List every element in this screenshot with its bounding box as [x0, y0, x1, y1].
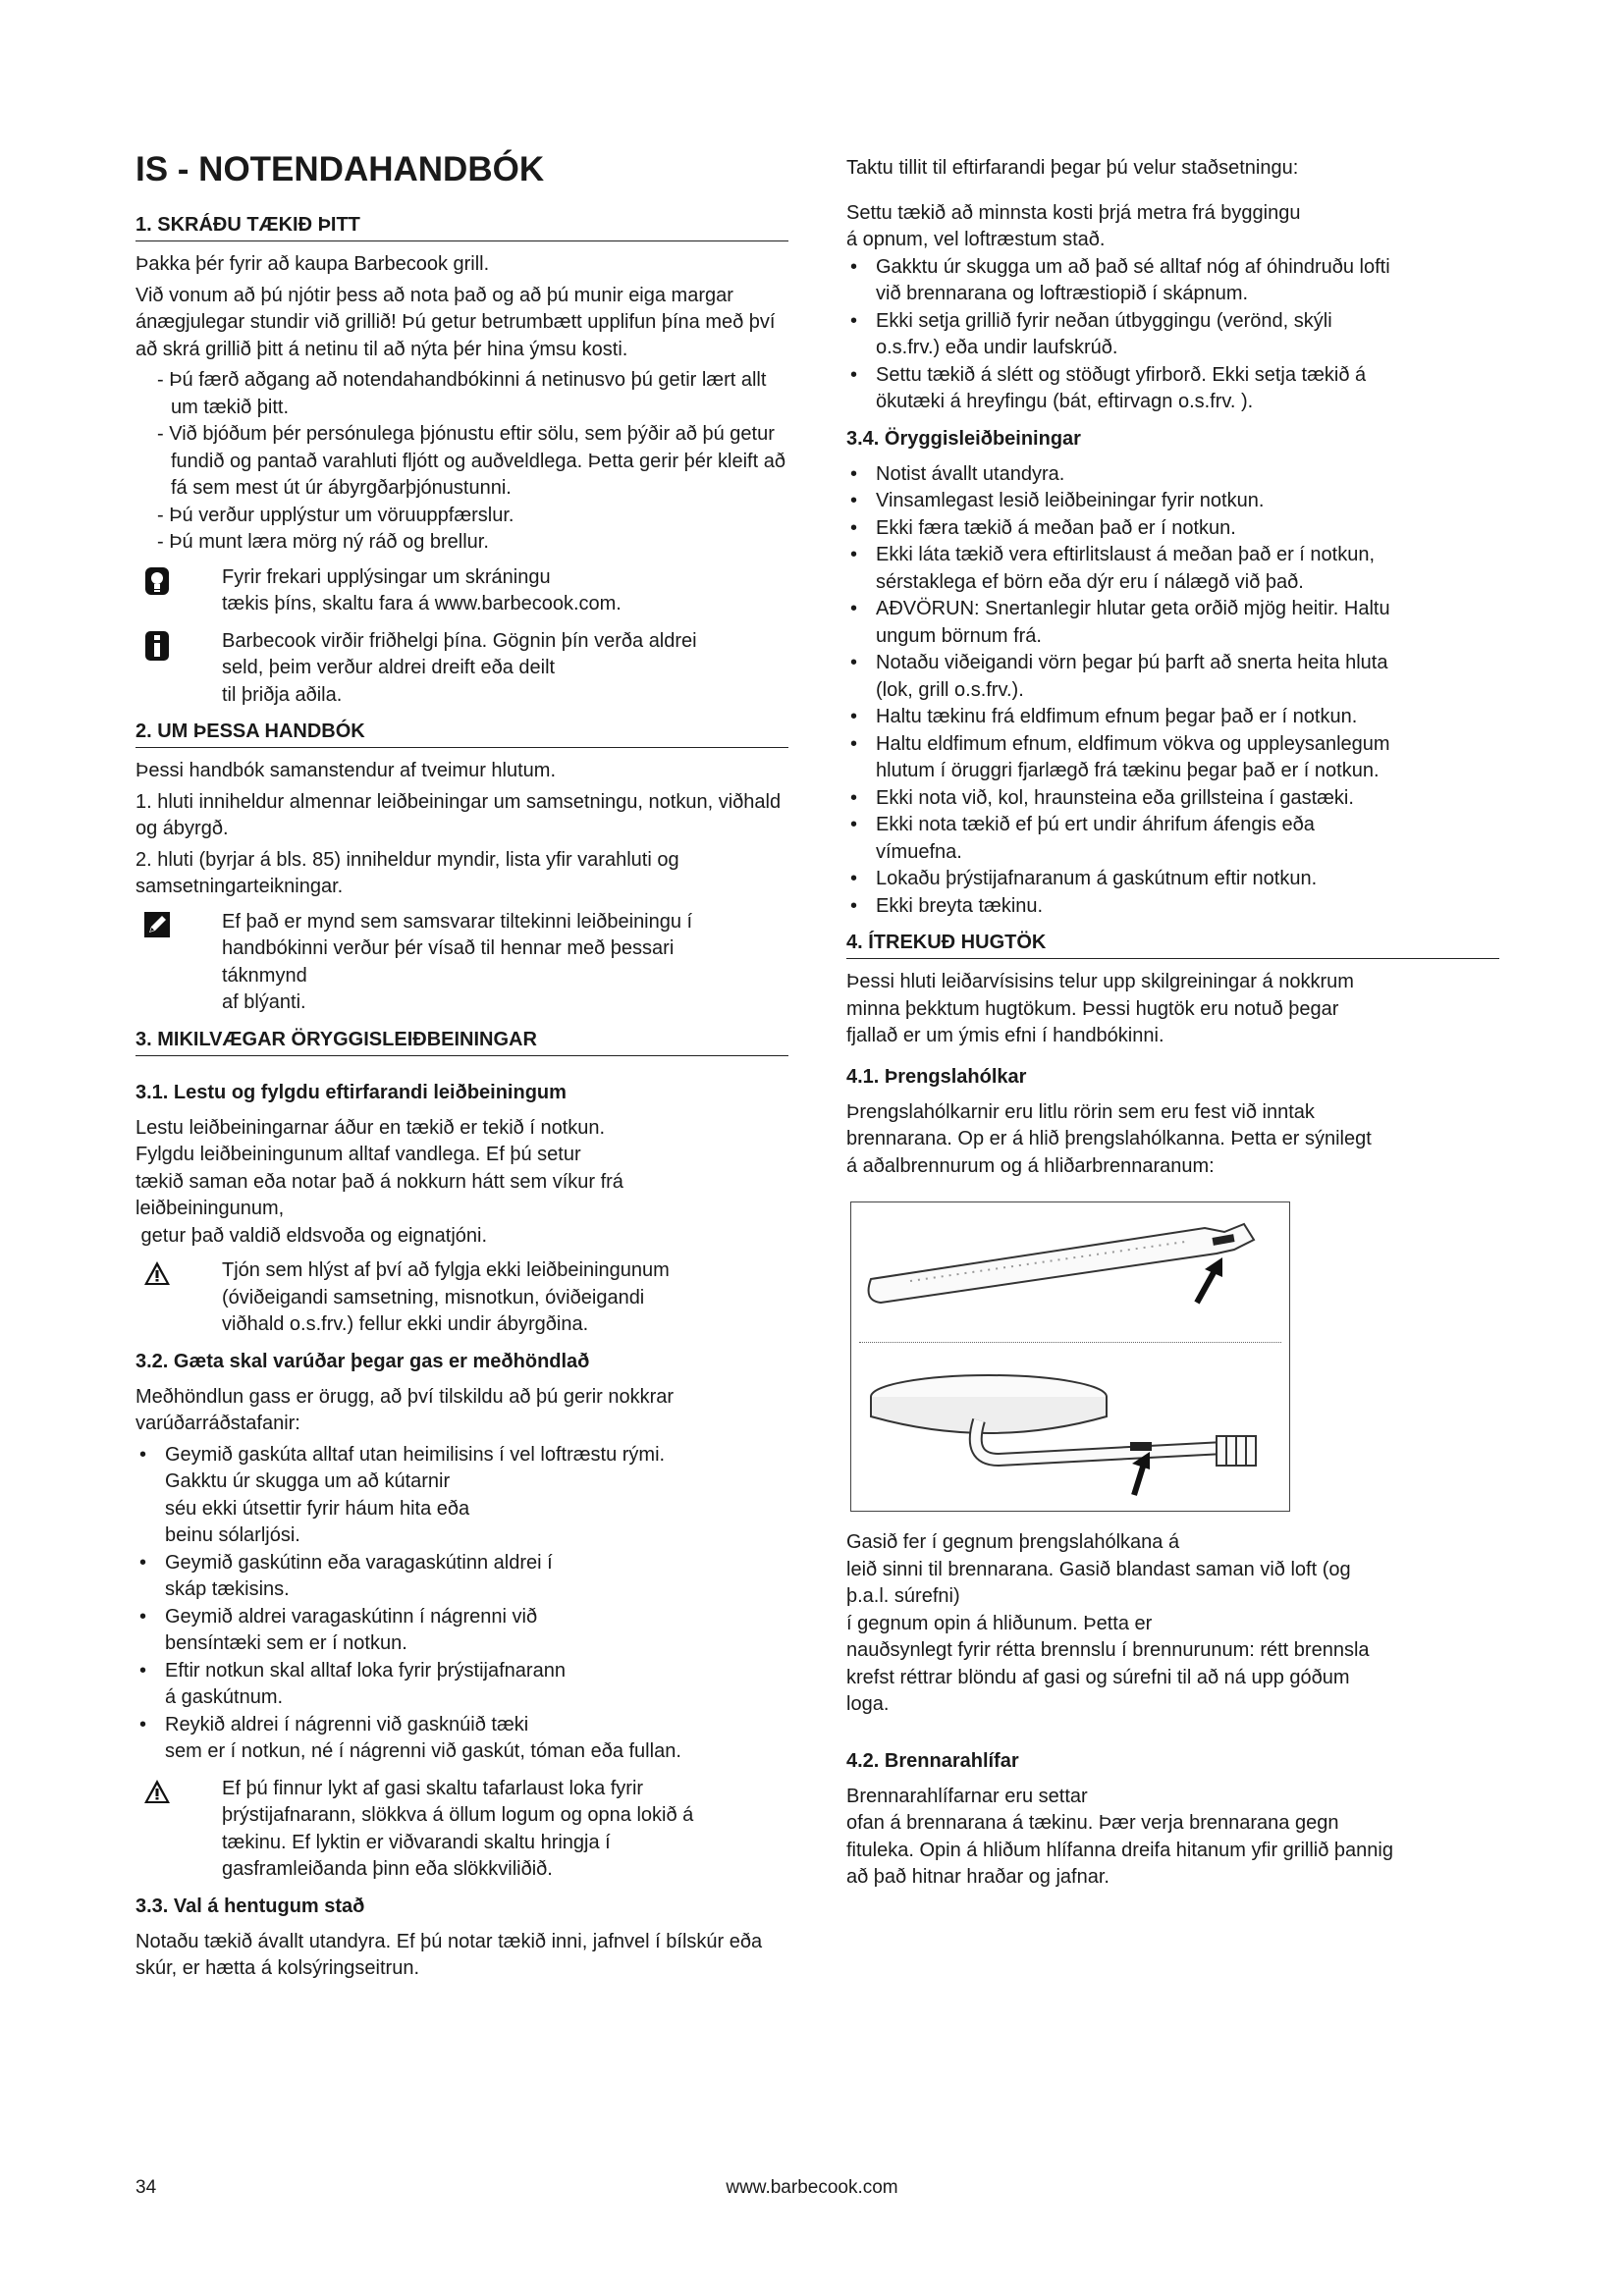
s31-line: tækið saman eða notar það á nokkurn hátt sem víkur frá [135, 1170, 623, 1193]
list-item: • Eftir notkun skal alltaf loka fyrir þrýstijafnarann á gaskútnum. [135, 1658, 788, 1712]
list-item: • Geymið aldrei varagaskútinn í nágrenni við bensíntæki sem er í notkun. [135, 1604, 788, 1658]
page-number: 34 [135, 2177, 157, 2198]
warning-line: Ef þú finnur lykt af gasi skaltu tafarlaust loka fyrir [222, 1777, 644, 1799]
warning-icon [135, 1257, 179, 1295]
section-4-heading: 4. ÍTREKUÐ HUGTÖK [846, 930, 1499, 959]
s42-line: að það hitnar hraðar og jafnar. [846, 1866, 1110, 1888]
s41-after-line: nauðsynlegt fyrir rétta brennslu í brennurunum: rétt brennsla [846, 1639, 1370, 1661]
s41-line: á aðalbrennurum og á hliðarbrennaranum: [846, 1154, 1215, 1177]
info-icon [135, 628, 179, 666]
s4-line: Þessi hluti leiðarvísisins telur upp skilgreiningar á nokkrum [846, 971, 1354, 992]
s41-after-line: loga. [846, 1693, 890, 1715]
s2-paragraph: Þessi handbók samanstendur af tveimur hlutum. [135, 760, 556, 781]
tip-note [135, 564, 788, 618]
list-item: • Ekki láta tækið vera eftirlitslaust á meðan það er í notkun, sérstaklega ef börn eða dýr eru í nálægð við það. [846, 542, 1499, 596]
s41-after-line: krefst réttrar blöndu af gasi og súrefni til að ná upp góðum [846, 1666, 1350, 1688]
list-item: • Ekki færa tækið á meðan það er í notkun. [846, 515, 1499, 543]
s41-line: Þrengslahólkarnir eru litlu rörin sem eru fest við inntak [846, 1100, 1315, 1123]
s4-line: minna þekktum hugtökum. Þessi hugtök eru notuð þegar [846, 997, 1339, 1020]
s1-dash-item: - Þú verður upplýstur um vöruuppfærslur. [157, 504, 514, 526]
section-3-4-heading: 3.4. Öryggisleiðbeiningar [846, 427, 1081, 450]
s42-line: Brennarahlífarnar eru settar [846, 1785, 1088, 1807]
location-bullet-list [846, 254, 1499, 416]
pencil-icon [135, 909, 179, 946]
list-item: • Notist ávallt utandyra. [846, 461, 1499, 489]
list-item: • Vinsamlegast lesið leiðbeiningar fyrir notkun. [846, 488, 1499, 515]
s41-after-line: leið sinni til brennarana. Gasið blandast saman við loft (og [846, 1558, 1351, 1580]
warning-icon [135, 1776, 179, 1813]
s1-dash-item: - Við bjóðum þér persónulega þjónustu eftir sölu, sem þýðir að þú getur fundið og pantað varahluti fljótt og auðveldlega. Þetta gerir þér kleift að fá sem mest út úr ábyrgðarþjónustunni. [157, 423, 785, 499]
pencil-line: af blýanti. [222, 991, 306, 1013]
s41-after-line: í gegnum opin á hliðunum. Þetta er [846, 1612, 1153, 1634]
s1-paragraph-2: Við vonum að þú njótir þess að nota það og að þú munir eiga margar ánægjulegar stundir við grillið! Þú getur betrumbætt upplifun þína með því að skrá grillið þitt á netinu til að nýta þér hina ýmsu kosti. [135, 284, 776, 360]
pencil-line: táknmynd [222, 964, 307, 987]
location-intro: Taktu tillit til eftirfarandi þegar þú velur staðsetningu: [846, 157, 1299, 179]
s4-line: fjallað er um ýmis efni í handbókinni. [846, 1025, 1164, 1046]
warning-line: gasframleiðanda þinn eða slökkviliðið. [222, 1858, 553, 1880]
list-item: • Reykið aldrei í nágrenni við gasknúið tæki sem er í notkun, né í nágrenni við gaskút, tóman eða fullan. [135, 1712, 788, 1766]
s42-line: ofan á brennarana á tækinu. Þær verja brennarana gegn [846, 1812, 1339, 1834]
section-1-heading: 1. SKRÁÐU TÆKIÐ ÞITT [135, 212, 788, 241]
s41-line: brennarana. Op er á hlið þrengslahólkanna. Þetta er sýnilegt [846, 1128, 1372, 1149]
left-column [135, 147, 788, 1987]
s31-line: getur það valdið eldsvoða og eignatjóni. [135, 1224, 488, 1247]
warning-line: tækinu. Ef lyktin er viðvarandi skaltu hringja í [222, 1831, 611, 1853]
list-item: • Ekki nota við, kol, hraunsteina eða grillsteina í gastæki. [846, 785, 1499, 813]
s32-intro: Meðhöndlun gass er örugg, að því tilskildu að þú gerir nokkrar varúðarráðstafanir: [135, 1385, 675, 1434]
lightbulb-icon [135, 564, 179, 602]
list-item: • Lokaðu þrýstijafnaranum á gaskútnum eftir notkun. [846, 866, 1499, 893]
s41-after-line: þ.a.l. súrefni) [846, 1585, 960, 1607]
s1-dash-item: - Þú færð aðgang að notendahandbókinni á netinusvo þú getir lært allt um tækið þitt. [157, 369, 767, 418]
list-item: • Geymið gaskútinn eða varagaskútinn aldrei í skáp tækisins. [135, 1550, 788, 1604]
pencil-line: handbókinni verður þér vísað til hennar með þessari [222, 937, 675, 959]
s1-dash-item: - Þú munt læra mörg ný ráð og brellur. [157, 531, 489, 553]
tip-line: tækis þíns, skaltu fara á www.barbecook.com. [222, 593, 622, 614]
list-item: • Settu tækið á slétt og stöðugt yfirborð. Ekki setja tækið á ökutæki á hreyfingu (bát, eftirvagn o.s.frv. ). [846, 362, 1499, 416]
list-item: • Haltu eldfimum efnum, eldfimum vökva og uppleysanlegum hlutum í öruggri fjarlægð frá tækinu þegar það er í notkun. [846, 731, 1499, 785]
warning-note [135, 1257, 788, 1339]
section-3-1-heading: 3.1. Lestu og fylgdu eftirfarandi leiðbeiningum [135, 1081, 567, 1103]
s33-paragraph: Notaðu tækið ávallt utandyra. Ef þú notar tækið inni, jafnvel í bílskúr eða skúr, er hætta á kolsýringseitrun. [135, 1930, 763, 1979]
list-item: • Ekki setja grillið fyrir neðan útbyggingu (verönd, skýli o.s.frv.) eða undir laufskrúð. [846, 308, 1499, 362]
tip-line: Fyrir frekari upplýsingar um skráningu [222, 565, 551, 588]
s41-after-line: Gasið fer í gegnum þrengslahólkana á [846, 1531, 1180, 1553]
warning-line: (óviðeigandi samsetning, misnotkun, óviðeigandi [222, 1286, 645, 1308]
s31-line: Fylgdu leiðbeiningunum alltaf vandlega. Ef þú setur [135, 1144, 581, 1165]
info-line: Barbecook virðir friðhelgi þína. Gögnin þín verða aldrei [222, 629, 697, 652]
list-item: • Geymið gaskúta alltaf utan heimilisins í vel loftræstu rými. Gakktu úr skugga um að kútarnir séu ekki útsettir fyrir háum hita eða beinu sólarljósi. [135, 1442, 788, 1550]
right-column [846, 147, 1499, 1892]
list-item: • Ekki breyta tækinu. [846, 893, 1499, 921]
gas-warning-note [135, 1776, 788, 1884]
section-4-2-heading: 4.2. Brennarahlífar [846, 1749, 1019, 1772]
warning-line: viðhald o.s.frv.) fellur ekki undir ábyrgðina. [222, 1313, 589, 1335]
pencil-note [135, 909, 788, 1017]
pencil-line: Ef það er mynd sem samsvarar tiltekinni leiðbeiningu í [222, 910, 693, 933]
footer-url: www.barbecook.com [726, 2177, 898, 2198]
list-item: • Gakktu úr skugga um að það sé alltaf nóg af óhindruðu lofti við brennarana og loftræstiopið í skápnum. [846, 254, 1499, 308]
list-item: • Notaðu viðeigandi vörn þegar þú þarft að snerta heita hluta (lok, grill o.s.frv.). [846, 650, 1499, 704]
list-item: • Ekki nota tækið ef þú ert undir áhrifum áfengis eða vímuefna. [846, 812, 1499, 866]
s2-paragraph: 1. hluti inniheldur almennar leiðbeiningar um samsetningu, notkun, viðhald og ábyrgð. [135, 790, 782, 839]
section-3-heading: 3. MIKILVÆGAR ÖRYGGISLEIÐBEININGAR [135, 1027, 788, 1056]
warning-line: Tjón sem hlýst af því að fylgja ekki leiðbeiningunum [222, 1259, 670, 1281]
info-line: seld, þeim verður aldrei dreift eða deilt [222, 657, 556, 678]
section-3-3-heading: 3.3. Val á hentugum stað [135, 1895, 365, 1917]
s31-line: leiðbeiningunum, [135, 1198, 285, 1219]
location-line: á opnum, vel loftræstum stað. [846, 229, 1106, 250]
info-line: til þriðja aðila. [222, 683, 343, 706]
page-title: IS - NOTENDAHANDBÓK [135, 150, 545, 188]
s2-paragraph: 2. hluti (byrjar á bls. 85) inniheldur myndir, lista yfir varahluti og samsetningarteikningar. [135, 848, 679, 897]
s31-line: Lestu leiðbeiningarnar áður en tækið er tekið í notkun. [135, 1116, 606, 1139]
safety-bullet-list [846, 461, 1499, 921]
section-3-2-heading: 3.2. Gæta skal varúðar þegar gas er meðhöndlað [135, 1350, 590, 1372]
s32-bullet-list [135, 1442, 788, 1766]
location-line: Settu tækið að minnsta kosti þrjá metra frá byggingu [846, 201, 1301, 224]
figure-divider [859, 1342, 1281, 1343]
section-2-heading: 2. UM ÞESSA HANDBÓK [135, 719, 788, 748]
warning-line: þrýstijafnarann, slökkva á öllum logum og opna lokið á [222, 1804, 694, 1826]
section-4-1-heading: 4.1. Þrengslahólkar [846, 1065, 1027, 1088]
list-item: • AÐVÖRUN: Snertanlegir hlutar geta orðið mjög heitir. Haltu ungum börnum frá. [846, 596, 1499, 650]
s1-paragraph-1: Þakka þér fyrir að kaupa Barbecook grill. [135, 253, 490, 275]
info-note [135, 628, 788, 710]
venturi-tube-figure [850, 1201, 1290, 1512]
s42-line: fituleka. Opin á hliðum hlífanna dreifa hitanum yfir grillið þannig [846, 1839, 1393, 1861]
list-item: • Haltu tækinu frá eldfimum efnum þegar það er í notkun. [846, 704, 1499, 731]
venturi-tube-illustration [851, 1202, 1289, 1511]
